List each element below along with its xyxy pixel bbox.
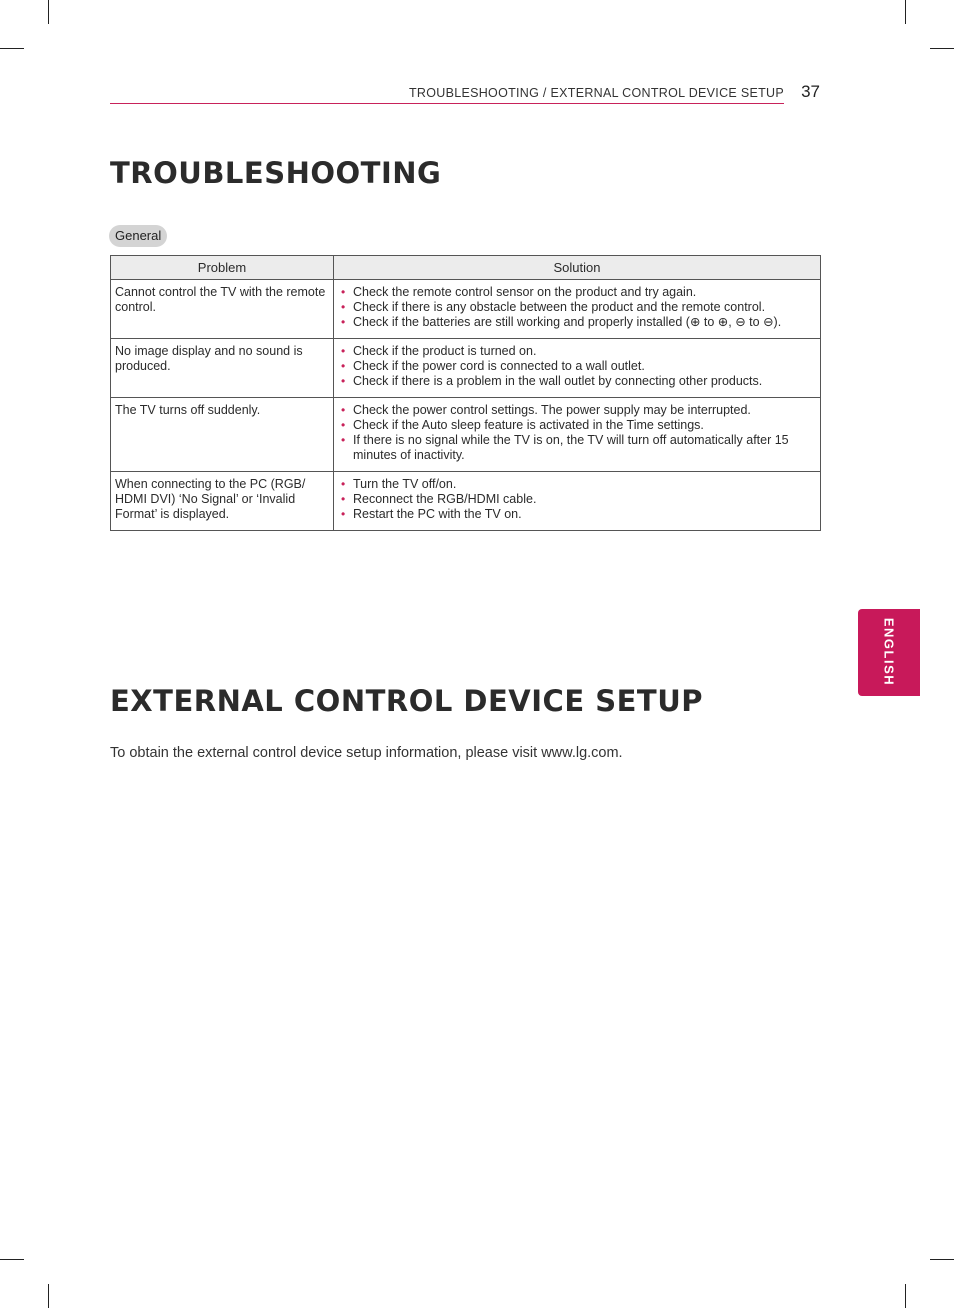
table-row — [111, 398, 821, 472]
table-row — [111, 339, 821, 398]
solution-item — [338, 418, 816, 433]
problem-cell: Cannot control the TV with the remote control. — [111, 280, 334, 339]
problem-cell: The TV turns off suddenly. — [111, 398, 334, 472]
language-tab-label: ENGLISH — [881, 617, 897, 687]
troubleshooting-title: TROUBLESHOOTING — [110, 156, 442, 190]
solution-text: Check if the product is turned on. — [353, 344, 537, 358]
solution-item — [338, 507, 816, 522]
table-row — [111, 472, 821, 531]
solution-cell — [334, 339, 821, 398]
solution-list — [338, 403, 816, 463]
language-tab — [858, 609, 920, 696]
bullet-icon: • — [341, 359, 346, 373]
solution-cell — [334, 280, 821, 339]
problem-cell: No image display and no sound is produced. — [111, 339, 334, 398]
column-header-solution: Solution — [334, 256, 821, 280]
external-control-text: To obtain the external control device setup information, please visit www.lg.com. — [110, 745, 623, 761]
solution-item — [338, 492, 816, 507]
external-control-title: EXTERNAL CONTROL DEVICE SETUP — [110, 684, 704, 718]
bullet-icon: • — [341, 374, 346, 388]
solution-item — [338, 300, 816, 315]
table-body — [111, 280, 821, 531]
solution-cell — [334, 398, 821, 472]
problem-cell: When connecting to the PC (RGB/ HDMI DVI) ‘No Signal’ or ‘Invalid Format’ is displayed. — [111, 472, 334, 531]
solution-item — [338, 359, 816, 374]
bullet-icon: • — [341, 300, 346, 314]
solution-item — [338, 285, 816, 300]
bullet-icon: • — [341, 492, 346, 506]
solution-text: Check if there is any obstacle between the product and the remote control. — [353, 300, 766, 314]
header-rule — [110, 103, 784, 104]
crop-mark — [48, 1284, 49, 1308]
solution-cell — [334, 472, 821, 531]
solution-item — [338, 403, 816, 418]
solution-text: Turn the TV off/on. — [353, 477, 457, 491]
solution-text: Check if the Auto sleep feature is activated in the Time settings. — [353, 418, 704, 432]
solution-text: Check if there is a problem in the wall outlet by connecting other products. — [353, 374, 763, 388]
solution-item — [338, 477, 816, 492]
solution-list — [338, 285, 816, 330]
crop-mark — [905, 0, 906, 24]
bullet-icon: • — [341, 507, 346, 521]
bullet-icon: • — [341, 285, 346, 299]
solution-item — [338, 433, 816, 463]
table-row — [111, 280, 821, 339]
solution-item — [338, 374, 816, 389]
troubleshooting-table — [110, 255, 821, 531]
solution-text: Check the power control settings. The power supply may be interrupted. — [353, 403, 751, 417]
solution-text: Check the remote control sensor on the product and try again. — [353, 285, 697, 299]
crop-mark — [930, 48, 954, 49]
bullet-icon: • — [341, 477, 346, 491]
crop-mark — [930, 1259, 954, 1260]
running-head-text: TROUBLESHOOTING / EXTERNAL CONTROL DEVICE SETUP — [408, 86, 784, 100]
bullet-icon: • — [341, 344, 346, 358]
solution-text: Restart the PC with the TV on. — [353, 507, 522, 521]
bullet-icon: • — [341, 403, 346, 417]
solution-item — [338, 344, 816, 359]
page-number: 37 — [801, 82, 820, 101]
solution-text: Check if the power cord is connected to a wall outlet. — [353, 359, 645, 373]
solution-text: Reconnect the RGB/HDMI cable. — [353, 492, 537, 506]
solution-text: If there is no signal while the TV is on, the TV will turn off automatically after 15 minutes of inactivity. — [353, 433, 789, 462]
crop-mark — [0, 48, 24, 49]
solution-text: Check if the batteries are still working and properly installed (⊕ to ⊕, ⊖ to ⊖). — [353, 315, 782, 329]
crop-mark — [0, 1259, 24, 1260]
solution-list — [338, 477, 816, 522]
crop-mark — [905, 1284, 906, 1308]
bullet-icon: • — [341, 315, 346, 329]
bullet-icon: • — [341, 433, 346, 447]
category-pill: General — [109, 225, 167, 247]
solution-list — [338, 344, 816, 389]
solution-item — [338, 315, 816, 330]
running-head — [110, 84, 820, 104]
bullet-icon: • — [341, 418, 346, 432]
crop-mark — [48, 0, 49, 24]
column-header-problem: Problem — [111, 256, 334, 280]
table-header-row — [111, 256, 821, 280]
